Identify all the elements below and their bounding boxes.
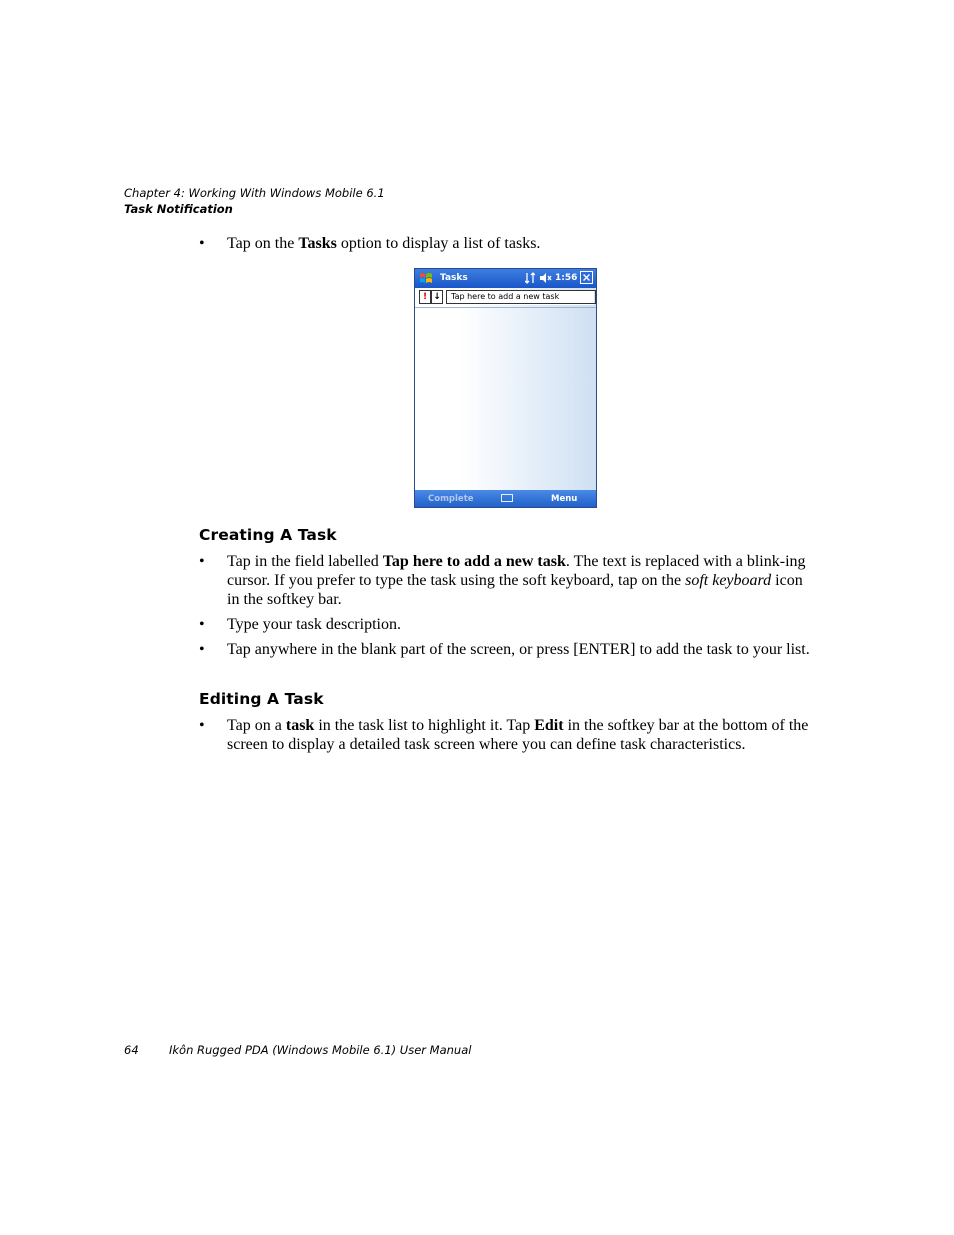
- chapter-title: Chapter 4: Working With Windows Mobile 6.1: [124, 186, 385, 200]
- creating-bullet-1: • Tap in the field labelled Tap here to add a new task. The text is replaced with a blink-ing cursor. If you prefer to type the task using the soft keyboard, tap on the soft keyboard icon in the softkey bar.: [199, 553, 806, 608]
- task-entry-bar: [417, 290, 594, 305]
- running-header: [124, 185, 385, 217]
- bullet-dot: •: [199, 553, 205, 570]
- heading-creating-task: Creating A Task: [199, 526, 337, 544]
- bullet-dot: •: [199, 717, 205, 734]
- creating-bullet-2: • Type your task description.: [199, 616, 401, 633]
- close-icon[interactable]: [580, 271, 593, 284]
- app-title: Tasks: [440, 273, 468, 283]
- complete-softkey[interactable]: Complete: [428, 494, 474, 504]
- bullet-dot: •: [199, 235, 205, 252]
- priority-low-button[interactable]: ↓: [431, 290, 443, 304]
- pda-screenshot: [414, 268, 597, 508]
- title-bar: [415, 269, 596, 288]
- connectivity-icon[interactable]: [525, 272, 535, 284]
- menu-softkey[interactable]: Menu: [551, 494, 578, 504]
- intro-bullet: • Tap on the Tasks option to display a list of tasks.: [199, 235, 541, 252]
- task-list-area[interactable]: [415, 288, 596, 490]
- bullet-dot: •: [199, 641, 205, 658]
- bullet-dot: •: [199, 616, 205, 633]
- volume-muted-icon[interactable]: [539, 272, 552, 284]
- page-number: 64: [124, 1043, 139, 1057]
- clock[interactable]: 1:56: [555, 273, 578, 283]
- manual-title: Ikôn Rugged PDA (Windows Mobile 6.1) User Manual: [169, 1043, 472, 1057]
- heading-editing-task: Editing A Task: [199, 690, 324, 708]
- softkey-bar: [415, 490, 596, 508]
- windows-flag-icon[interactable]: [419, 271, 433, 285]
- priority-high-button[interactable]: !: [419, 290, 431, 304]
- entry-divider: [415, 307, 596, 308]
- editing-bullet-1: • Tap on a task in the task list to highlight it. Tap Edit in the softkey bar at the bottom of the screen to display a detailed task screen where you can define task characteristics.: [199, 717, 809, 753]
- creating-bullet-3: • Tap anywhere in the blank part of the screen, or press [ENTER] to add the task to your list.: [199, 641, 810, 658]
- keyboard-icon[interactable]: [501, 494, 513, 502]
- new-task-field[interactable]: Tap here to add a new task: [446, 290, 596, 304]
- section-title: Task Notification: [124, 202, 233, 216]
